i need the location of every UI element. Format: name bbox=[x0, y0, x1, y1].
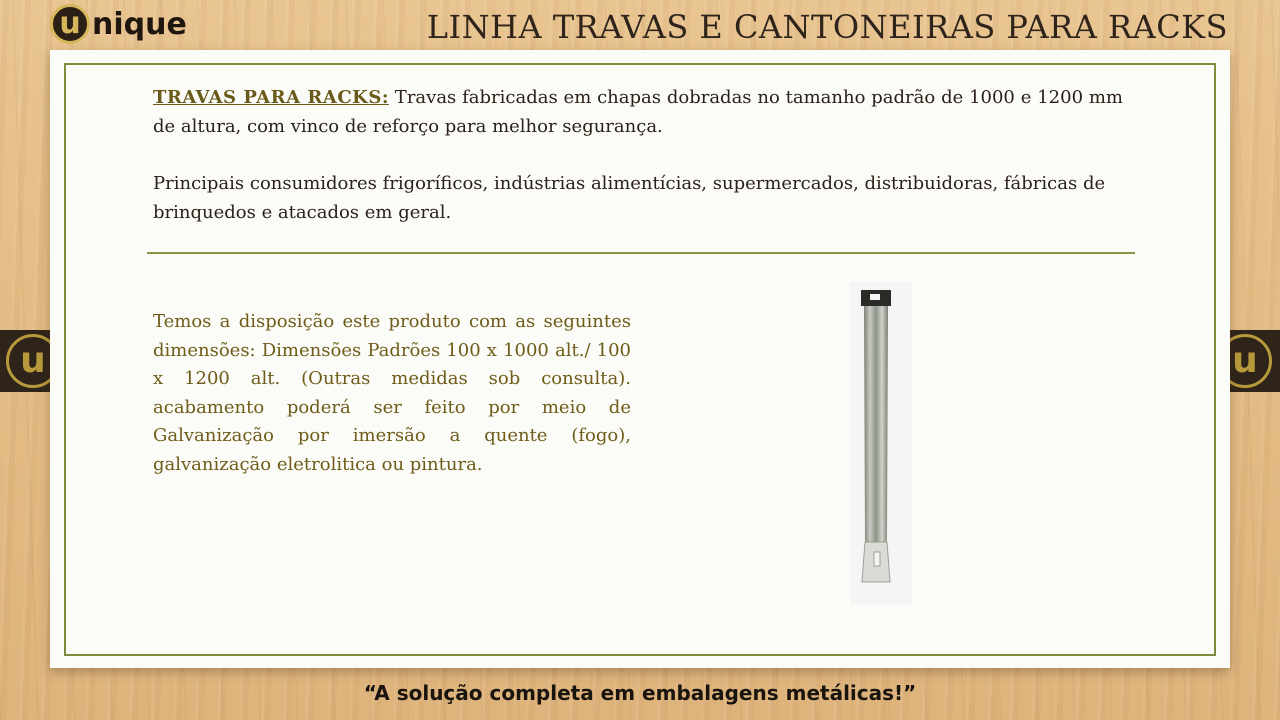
product-illustration bbox=[850, 282, 912, 604]
logo-u-icon bbox=[50, 4, 90, 44]
logo-text: nique bbox=[92, 6, 187, 42]
intro-paragraph bbox=[153, 84, 1123, 141]
dimensions-paragraph: Temos a disposição este produto com as seguintes dimensões: Dimensões Padrões 100 x 1000 alt./ 100 x 1200 alt. (Outras medidas sob consulta). acabamento poderá ser feito por meio de Galvanização por imersão a quente (fogo), galvanização eletrolitica ou pintura. bbox=[153, 311, 631, 475]
footer-tagline: “A solução completa em embalagens metálicas!” bbox=[363, 681, 917, 705]
right-tab-letter: u bbox=[1232, 340, 1258, 381]
rack-lock-bar-icon bbox=[850, 282, 912, 604]
logo-letter: u bbox=[59, 6, 81, 41]
intro-text: Travas fabricadas em chapas dobradas no tamanho padrão de 1000 e 1200 mm de altura, com vinco de reforço para melhor segurança. bbox=[153, 87, 1124, 137]
content-card bbox=[50, 50, 1230, 668]
page-title: LINHA TRAVAS E CANTONEIRAS PARA RACKS bbox=[426, 8, 1228, 46]
section-divider bbox=[147, 252, 1135, 254]
consumers-paragraph: Principais consumidores frigoríficos, indústrias alimentícias, supermercados, distribuidoras, fábricas de brinquedos e atacados em geral. bbox=[153, 173, 1106, 223]
section-heading: TRAVAS PARA RACKS: bbox=[153, 87, 389, 108]
left-tab-letter: u bbox=[20, 340, 46, 381]
brand-logo bbox=[50, 0, 187, 48]
